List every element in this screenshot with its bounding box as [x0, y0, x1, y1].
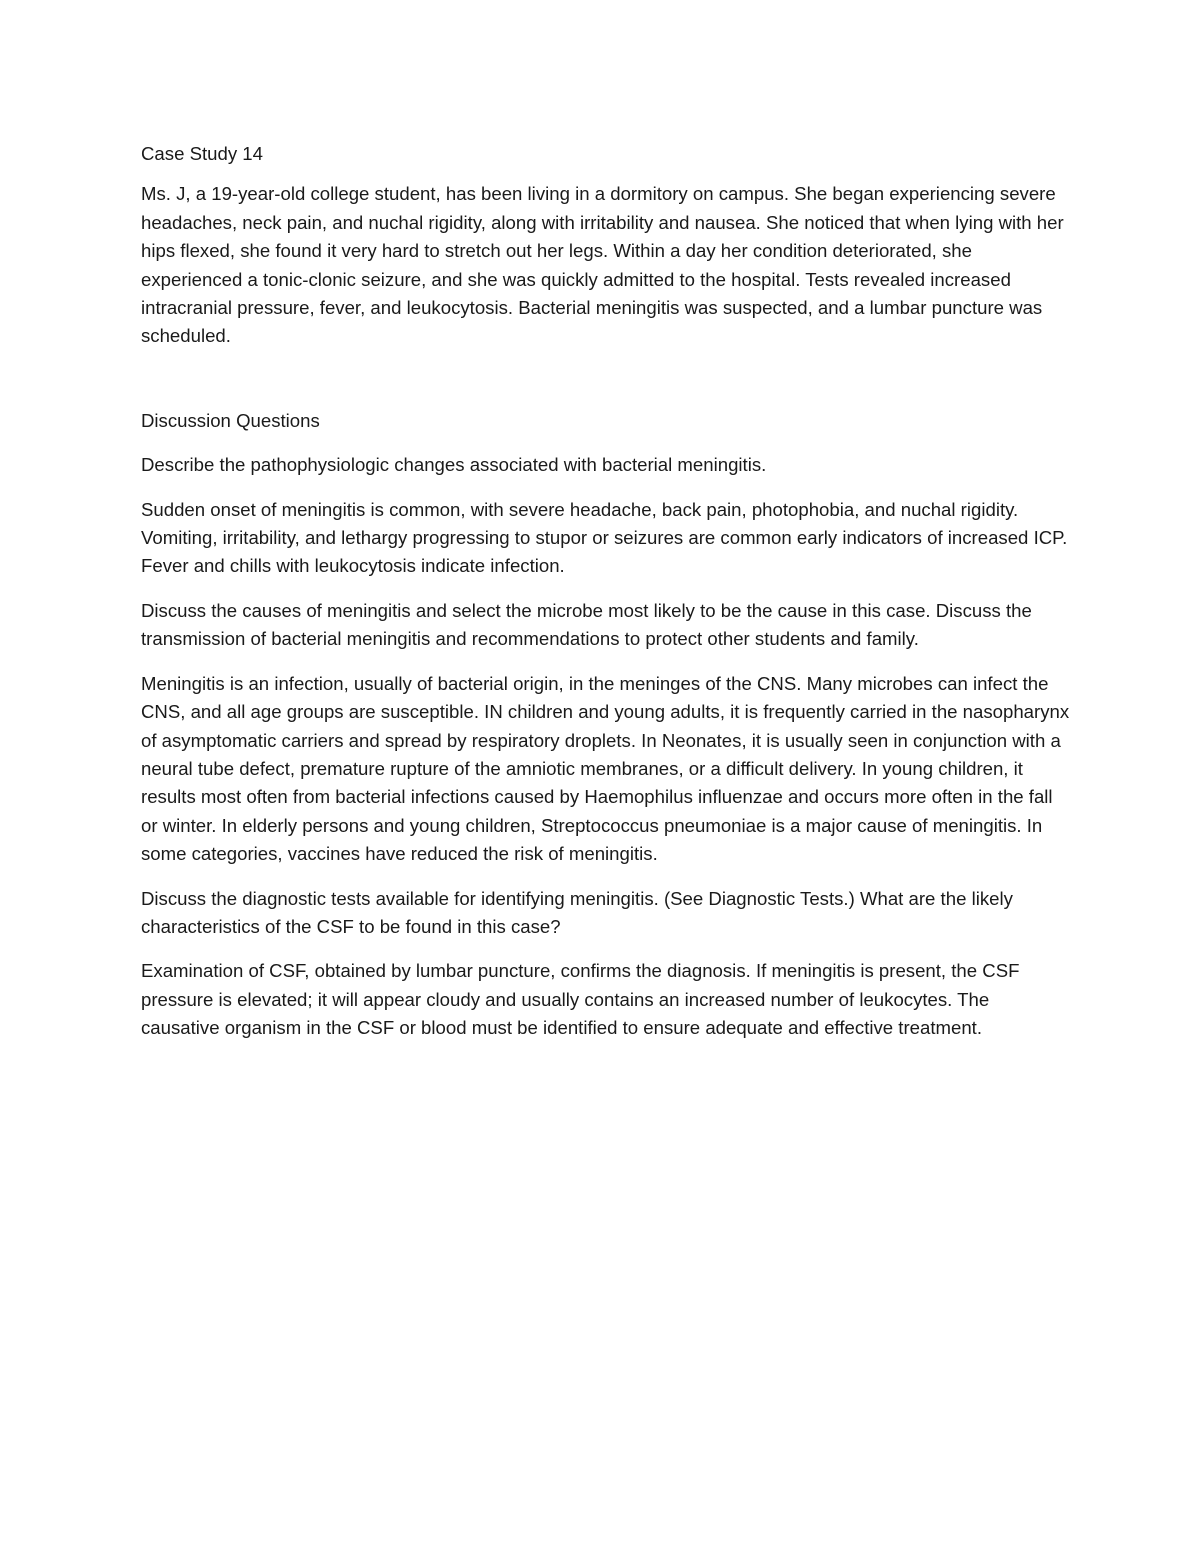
section-heading: Discussion Questions: [141, 409, 320, 431]
answer-1: Sudden onset of meningitis is common, with severe headache, back pain, photophobia, and nuchal rigidity. Vomiting, irritability, and lethargy progressing to stupor or seizures are common early indicators of increased ICP. Fever and chills with leukocytosis indicate infection.: [141, 498, 1068, 577]
question-1: Describe the pathophysiologic changes associated with bacterial meningitis.: [141, 454, 767, 476]
document-page: [141, 140, 1071, 1059]
document-title: Case Study 14: [141, 143, 263, 164]
case-description: Ms. J, a 19-year-old college student, has been living in a dormitory on campus. She began experiencing severe headaches, neck pain, and nuchal rigidity, along with irritability and nausea. She noticed that when lying with her hips flexed, she found it very hard to stretch out her legs. Within a day her condition deteriorated, she experienced a tonic-clonic seizure, and she was quickly admitted to the hospital. Tests revealed increased intracranial pressure, fever, and leukocytosis. Bacterial meningitis was suspected, and a lumbar puncture was scheduled.: [141, 183, 1064, 347]
question-2: Discuss the causes of meningitis and select the microbe most likely to be the cause in this case. Discuss the transmission of bacterial meningitis and recommendations to protect other students and family.: [141, 599, 1032, 650]
answer-3: Examination of CSF, obtained by lumbar puncture, confirms the diagnosis. If meningitis is present, the CSF pressure is elevated; it will appear cloudy and usually contains an increased number of leukocytes. The causative organism in the CSF or blood must be identified to ensure adequate and effective treatment.: [141, 960, 1020, 1039]
question-3: Discuss the diagnostic tests available for identifying meningitis. (See Diagnostic Tests.) What are the likely characteristics of the CSF to be found in this case?: [141, 887, 1013, 937]
answer-2: Meningitis is an infection, usually of bacterial origin, in the meninges of the CNS. Many microbes can infect the CNS, and all age groups are susceptible. IN children and young adults, it is frequently carried in the nasopharynx of asymptomatic carriers and spread by respiratory droplets. In Neonates, it is usually seen in conjunction with a neural tube defect, premature rupture of the amniotic membranes, or a difficult delivery. In young children, it results most often from bacterial infections caused by Haemophilus influenzae and occurs more often in the fall or winter. In elderly persons and young children, Streptococcus pneumoniae is a major cause of meningitis. In some categories, vaccines have reduced the risk of meningitis.: [141, 672, 1070, 865]
